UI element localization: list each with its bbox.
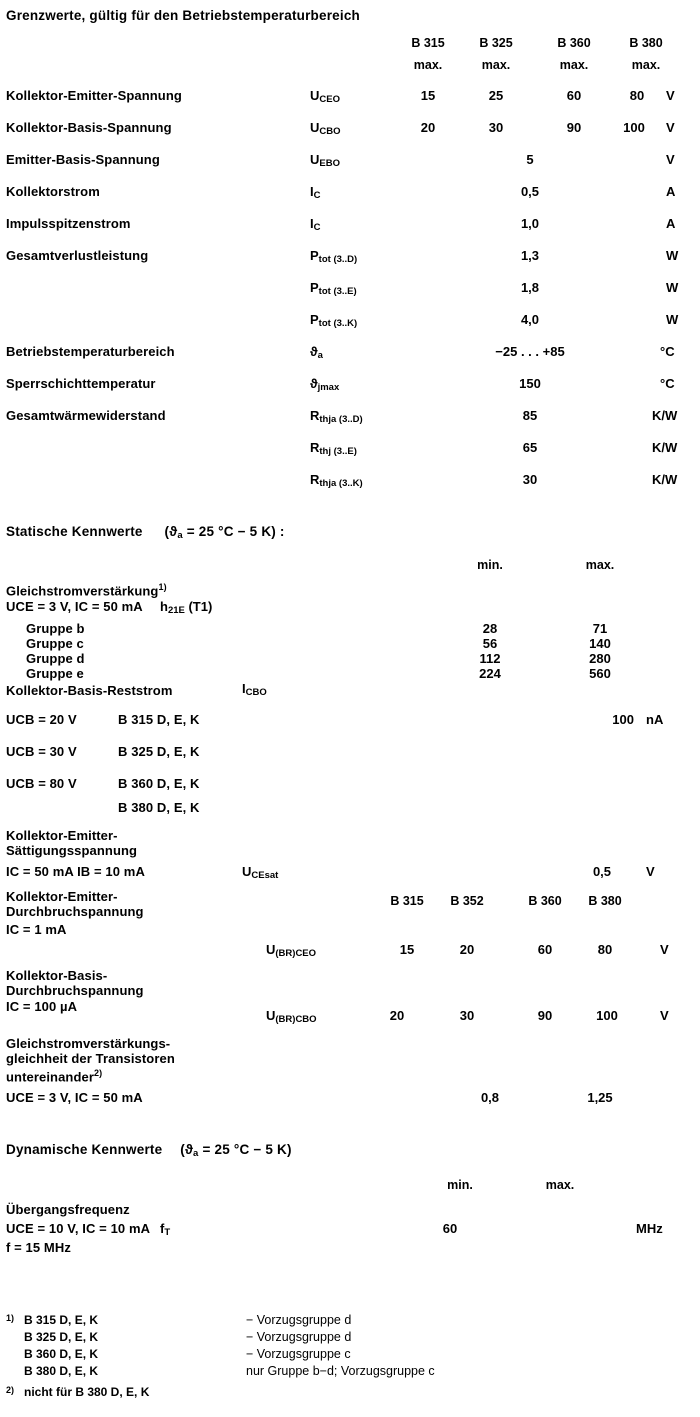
group-label-b: Gruppe b bbox=[26, 621, 85, 636]
row-label-uceo: Kollektor-Emitter-Spannung bbox=[6, 88, 182, 103]
value-rthja-d: 85 bbox=[522, 408, 538, 423]
value-bvceo-b352: 20 bbox=[459, 942, 475, 957]
col-header-b380: B 380 bbox=[629, 36, 663, 50]
value-uceo-b360: 60 bbox=[566, 88, 582, 103]
value-bvceo-b360: 60 bbox=[537, 942, 553, 957]
footnote-type-3: B 360 D, E, K bbox=[24, 1347, 99, 1361]
label-uebergangsfrequenz: Übergangsfrequenz bbox=[6, 1202, 130, 1217]
unit-bvceo: V bbox=[660, 942, 669, 957]
condition-gleichstromverstaerkung: UCE = 3 V, IC = 50 mA bbox=[6, 599, 143, 614]
value-uceo-b315: 15 bbox=[420, 88, 436, 103]
condition-bvceo: IC = 1 mA bbox=[6, 922, 67, 937]
value-bvcbo-b315: 20 bbox=[389, 1008, 405, 1023]
unit-uebo: V bbox=[666, 152, 675, 167]
unit-ucesat: V bbox=[646, 864, 655, 879]
col-header-min-dyn: min. bbox=[447, 1178, 473, 1192]
value-betriebstemperaturbereich: −25 . . . +85 bbox=[495, 344, 565, 359]
row-symbol-ucbo: $U_{CBO}$ bbox=[310, 120, 341, 137]
label-kollektor-emitter-saettigung-1: Kollektor-Emitter- bbox=[6, 828, 118, 843]
value-ptot-e: 1,8 bbox=[520, 280, 540, 295]
unit-ucbo: V bbox=[666, 120, 675, 135]
value-ucesat: 0,5 bbox=[592, 864, 612, 879]
row-symbol-theta-a: $ϑ_a$ bbox=[310, 344, 323, 361]
row-label-gesamtverlustleistung: Gesamtverlustleistung bbox=[6, 248, 149, 263]
value-icbo: 100 bbox=[612, 712, 634, 727]
label-kollektor-emitter-durchbruch-1: Kollektor-Emitter- bbox=[6, 889, 118, 904]
condition-ft-1: UCE = 10 V, IC = 10 mA bbox=[6, 1221, 151, 1236]
footnote-note-3: − Vorzugsgruppe c bbox=[246, 1347, 351, 1361]
unit-impulsspitzenstrom: A bbox=[666, 216, 676, 231]
group-min-d: 112 bbox=[479, 651, 501, 666]
group-label-c: Gruppe c bbox=[26, 636, 84, 651]
col-header-b315: B 315 bbox=[411, 36, 445, 50]
symbol-ucesat: $U_{CEsat}$ bbox=[242, 864, 279, 881]
condition-bvcbo: IC = 100 µA bbox=[6, 999, 78, 1014]
value-ucbo-b380: 100 bbox=[623, 120, 645, 135]
unit-ptot-d: W bbox=[666, 248, 679, 263]
value-uceo-b380: 80 bbox=[629, 88, 645, 103]
row-symbol-theta-jmax: $ϑ_{jmax}$ bbox=[310, 376, 340, 393]
row-label-uebo: Emitter-Basis-Spannung bbox=[6, 152, 160, 167]
value-bvcbo-b352: 30 bbox=[459, 1008, 475, 1023]
value-sperrschichttemperatur: 150 bbox=[519, 376, 541, 391]
symbol-bvceo: $U_{(BR)CEO}$ bbox=[266, 942, 317, 959]
value-impulsspitzenstrom: 1,0 bbox=[520, 216, 540, 231]
unit-icbo: nA bbox=[646, 712, 664, 727]
unit-kollektorstrom: A bbox=[666, 184, 676, 199]
col-qual-b360: max. bbox=[559, 58, 589, 72]
value-ptot-k: 4,0 bbox=[520, 312, 540, 327]
col-qual-b380: max. bbox=[631, 58, 661, 72]
footnote-mark-2: 2) bbox=[6, 1385, 15, 1395]
value-uebo: 5 bbox=[526, 152, 534, 167]
types-b360: B 360 D, E, K bbox=[118, 776, 200, 791]
section-grenzwerte-title: Grenzwerte, gültig für den Betriebstemperaturbereich bbox=[6, 8, 360, 23]
row-label-betriebstemperaturbereich: Betriebstemperaturbereich bbox=[6, 344, 175, 359]
value-gleichheit-min: 0,8 bbox=[480, 1090, 500, 1105]
footnote-type-2: B 325 D, E, K bbox=[24, 1330, 99, 1344]
bvceo-col-b380: B 380 bbox=[588, 894, 622, 908]
row-symbol-ptot-k: $P_{tot (3..K)}$ bbox=[310, 312, 358, 329]
symbol-h21e: $h_{21E}$ (T1) bbox=[160, 599, 213, 616]
group-max-e: 560 bbox=[589, 666, 611, 681]
col-header-b325: B 325 bbox=[479, 36, 513, 50]
row-symbol-ptot-d: $P_{tot (3..D)}$ bbox=[310, 248, 358, 265]
section-statische-title: Statische Kennwerte ($ϑ_a = 25$ °C − 5 K) : bbox=[6, 524, 285, 541]
value-ft-min: 60 bbox=[442, 1221, 458, 1236]
value-gleichheit-max: 1,25 bbox=[587, 1090, 613, 1105]
row-label-gesamtwaermewiderstand: Gesamtwärmewiderstand bbox=[6, 408, 166, 423]
symbol-bvcbo: $U_{(BR)CBO}$ bbox=[266, 1008, 317, 1025]
label-gleichheit-2: gleichheit der Transistoren bbox=[6, 1051, 175, 1066]
label-gleichheit-3: untereinander$^{2)}$ bbox=[6, 1068, 103, 1085]
value-ptot-d: 1,3 bbox=[520, 248, 540, 263]
group-label-e: Gruppe e bbox=[26, 666, 84, 681]
value-bvceo-b315: 15 bbox=[399, 942, 415, 957]
unit-ptot-e: W bbox=[666, 280, 679, 295]
condition-ucb-b315: UCB = 20 V bbox=[6, 712, 77, 727]
group-min-c: 56 bbox=[482, 636, 498, 651]
row-symbol-rthja-d: $R_{thja (3..D)}$ bbox=[310, 408, 363, 425]
label-kollektor-basis-durchbruch-1: Kollektor-Basis- bbox=[6, 968, 108, 983]
value-bvcbo-b380: 100 bbox=[596, 1008, 618, 1023]
value-ucbo-b325: 30 bbox=[488, 120, 504, 135]
unit-rthj-e: K/W bbox=[652, 440, 678, 455]
condition-ucb-b360: UCB = 80 V bbox=[6, 776, 77, 791]
value-kollektorstrom: 0,5 bbox=[520, 184, 540, 199]
row-label-impulsspitzenstrom: Impulsspitzenstrom bbox=[6, 216, 131, 231]
value-rthja-k: 30 bbox=[522, 472, 538, 487]
label-kollektor-basis-durchbruch-2: Durchbruchspannung bbox=[6, 983, 144, 998]
symbol-icbo: $I_{CBO}$ bbox=[242, 681, 267, 698]
unit-ptot-k: W bbox=[666, 312, 679, 327]
bvceo-col-b352: B 352 bbox=[450, 894, 484, 908]
col-header-b360: B 360 bbox=[557, 36, 591, 50]
unit-rthja-k: K/W bbox=[652, 472, 678, 487]
symbol-ft: $f_T$ bbox=[160, 1221, 171, 1238]
col-header-max-static: max. bbox=[585, 558, 615, 572]
label-kollektor-emitter-durchbruch-2: Durchbruchspannung bbox=[6, 904, 144, 919]
footnote-type-1: B 315 D, E, K bbox=[24, 1313, 99, 1327]
condition-ucesat: IC = 50 mA IB = 10 mA bbox=[6, 864, 145, 879]
col-header-max-dyn: max. bbox=[545, 1178, 575, 1192]
footnote-note-1: − Vorzugsgruppe d bbox=[246, 1313, 352, 1327]
value-uceo-b325: 25 bbox=[488, 88, 504, 103]
footnote-type-4: B 380 D, E, K bbox=[24, 1364, 99, 1378]
value-ucbo-b315: 20 bbox=[420, 120, 436, 135]
value-bvceo-b380: 80 bbox=[597, 942, 613, 957]
group-max-c: 140 bbox=[589, 636, 611, 651]
footnote-mark-1: 1) bbox=[6, 1313, 15, 1323]
col-qual-b325: max. bbox=[481, 58, 511, 72]
row-label-sperrschichttemperatur: Sperrschichttemperatur bbox=[6, 376, 156, 391]
row-symbol-ic2: $I_C$ bbox=[310, 216, 321, 233]
value-rthj-e: 65 bbox=[522, 440, 538, 455]
footnote-note-2: − Vorzugsgruppe d bbox=[246, 1330, 352, 1344]
condition-gleichheit: UCE = 3 V, IC = 50 mA bbox=[6, 1090, 143, 1105]
row-symbol-rthj-e: $R_{thj (3..E)}$ bbox=[310, 440, 357, 457]
label-gleichheit-1: Gleichstromverstärkungs- bbox=[6, 1036, 171, 1051]
row-symbol-uebo: $U_{EBO}$ bbox=[310, 152, 340, 169]
label-gleichstromverstaerkung: Gleichstromverstärkung$^{1)}$ bbox=[6, 582, 167, 599]
condition-ft-2: f = 15 MHz bbox=[6, 1240, 71, 1255]
unit-betriebstemperaturbereich: °C bbox=[660, 344, 675, 359]
bvceo-col-b315: B 315 bbox=[390, 894, 424, 908]
bvceo-col-b360: B 360 bbox=[528, 894, 562, 908]
value-bvcbo-b360: 90 bbox=[537, 1008, 553, 1023]
section-dynamische-title: Dynamische Kennwerte ($ϑ_a = 25$ °C − 5 K) bbox=[6, 1142, 292, 1159]
types-b325: B 325 D, E, K bbox=[118, 744, 200, 759]
unit-rthja-d: K/W bbox=[652, 408, 678, 423]
types-b380: B 380 D, E, K bbox=[118, 800, 200, 815]
unit-bvcbo: V bbox=[660, 1008, 669, 1023]
row-symbol-uceo: $U_{CEO}$ bbox=[310, 88, 340, 105]
col-qual-b315: max. bbox=[413, 58, 443, 72]
group-min-e: 224 bbox=[479, 666, 501, 681]
row-symbol-ptot-e: $P_{tot (3..E)}$ bbox=[310, 280, 357, 297]
label-kollektor-emitter-saettigung-2: Sättigungsspannung bbox=[6, 843, 138, 858]
footnote-note-5: nicht für B 380 D, E, K bbox=[24, 1385, 150, 1399]
unit-uceo: V bbox=[666, 88, 675, 103]
row-label-ucbo: Kollektor-Basis-Spannung bbox=[6, 120, 172, 135]
group-label-d: Gruppe d bbox=[26, 651, 85, 666]
types-b315: B 315 D, E, K bbox=[118, 712, 200, 727]
unit-sperrschichttemperatur: °C bbox=[660, 376, 675, 391]
value-ucbo-b360: 90 bbox=[566, 120, 582, 135]
group-max-d: 280 bbox=[589, 651, 611, 666]
footnote-note-4: nur Gruppe b−d; Vorzugsgruppe c bbox=[246, 1364, 435, 1378]
label-kollektor-basis-reststrom: Kollektor-Basis-Reststrom bbox=[6, 683, 173, 698]
unit-ft: MHz bbox=[636, 1221, 663, 1236]
group-min-b: 28 bbox=[482, 621, 498, 636]
row-symbol-ic1: $I_C$ bbox=[310, 184, 321, 201]
group-max-b: 71 bbox=[592, 621, 608, 636]
col-header-min-static: min. bbox=[477, 558, 503, 572]
row-label-kollektorstrom: Kollektorstrom bbox=[6, 184, 100, 199]
row-symbol-rthja-k: $R_{thja (3..K)}$ bbox=[310, 472, 363, 489]
condition-ucb-b325: UCB = 30 V bbox=[6, 744, 77, 759]
